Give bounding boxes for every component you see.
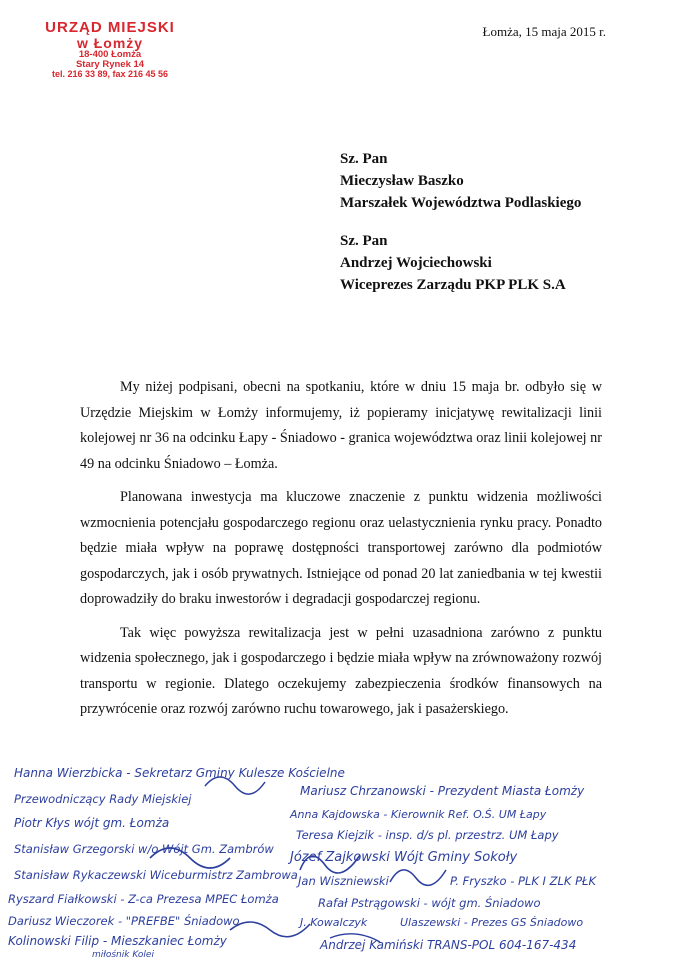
body-paragraph-3: Tak więc powyższa rewitalizacja jest w pełni uzasadniona zarówno z punktu widzenia społecznego, jak i gospodarczego i będzie miała wpływ na zrównoważony rozwój transportu w regionie. Dlatego oczekujemy zabezpieczenia środków finansowych na przywrócenie oraz rozwój zarówno ruchu towarowego, jak i pasażerskiego.	[80, 624, 602, 717]
signature-17: Kolinowski Filip - Mieszkaniec Łomży	[8, 934, 227, 948]
signature-6: Teresa Kiejzik - insp. d/s pl. przestrz. UM Łapy	[296, 828, 559, 842]
stamp-line-2: w Łomży	[76, 34, 144, 51]
signature-4: Piotr Kłys wójt gm. Łomża	[14, 816, 170, 830]
stamp-line-1: URZĄD MIEJSKI	[45, 19, 175, 36]
recipient-1	[340, 148, 581, 214]
letter-date: Łomża, 15 maja 2015 r.	[482, 24, 606, 39]
signature-14: Dariusz Wieczorek - "PREFBE" Śniadowo	[8, 914, 240, 928]
signature-12: Ryszard Fiałkowski - Z-ca Prezesa MPEC Łomża	[8, 892, 279, 906]
signature-8: Józef Zajkowski Wójt Gminy Sokoły	[290, 850, 518, 865]
signature-7: Stanisław Grzegorski w/o Wójt Gm. Zambrów	[14, 842, 274, 856]
signature-18: miłośnik Kolei	[92, 950, 154, 960]
stamp-line-4: Stary Rynek 14	[75, 59, 145, 71]
recipient-2-name: Andrzej Wojciechowski	[340, 255, 492, 271]
body-paragraph-1: My niżej podpisani, obecni na spotkaniu, które w dniu 15 maja br. odbyło się w Urzędzie Miejskim w Łomży informujemy, iż popieramy inicjatywę rewitalizacji linii kolejowej nr 36 na odcinku Łapy - Śniadowo - granica województwa oraz linii kolejowej nr 49 na odcinku Śniadowo – Łomża.	[80, 379, 602, 472]
signature-5: Anna Kajdowska - Kierownik Ref. O.Ś. UM Łapy	[290, 808, 547, 821]
signature-3: Mariusz Chrzanowski - Prezydent Miasta Łomży	[300, 784, 585, 798]
signature-11: P. Fryszko - PLK I ZLK PŁK	[450, 874, 597, 888]
signature-16: Ulaszewski - Prezes GS Śniadowo	[400, 916, 584, 929]
recipient-1-salutation: Sz. Pan	[340, 151, 388, 167]
recipient-1-name: Mieczysław Baszko	[340, 173, 464, 189]
signatures-area	[0, 762, 681, 963]
recipient-2	[340, 230, 566, 296]
recipient-2-position: Wiceprezes Zarządu PKP PLK S.A	[340, 277, 566, 293]
signature-9: Stanisław Rykaczewski Wiceburmistrz Zambrowa	[14, 868, 298, 882]
recipient-1-position: Marszałek Województwa Podlaskiego	[340, 195, 582, 211]
letter-body	[80, 375, 602, 731]
signature-2: Przewodniczący Rady Miejskiej	[14, 792, 192, 806]
stamp-line-5: tel. 216 33 89, fax 216 45 56	[51, 69, 169, 80]
signature-13: Rafał Pstrągowski - wójt gm. Śniadowo	[318, 896, 541, 910]
signature-19: Andrzej Kamiński TRANS-POL 604-167-434	[320, 938, 577, 952]
signature-1: Hanna Wierzbicka - Sekretarz Gminy Kulesze Kościelne	[14, 766, 345, 780]
stamp-line-3: 18-400 Łomża	[78, 49, 142, 61]
recipient-2-salutation: Sz. Pan	[340, 233, 388, 249]
signature-15: J. Kowalczyk	[300, 916, 368, 929]
body-paragraph-2: Planowana inwestycja ma kluczowe znaczenie z punktu widzenia możliwości wzmocnienia potencjału gospodarczego regionu oraz uelastycznienia rynku pracy. Ponadto będzie miała wpływ na poprawę dostępności transportowej zarówno dla podmiotów gospodarczych, jak i osób prywatnych. Istniejące od ponad 20 lat zaniedbania w tej kwestii doprowadziły do braku inwestorów i degradacji gospodarczej regionu.	[80, 489, 602, 607]
office-stamp	[30, 20, 190, 80]
signature-10: Jan Wiszniewski	[298, 874, 389, 888]
